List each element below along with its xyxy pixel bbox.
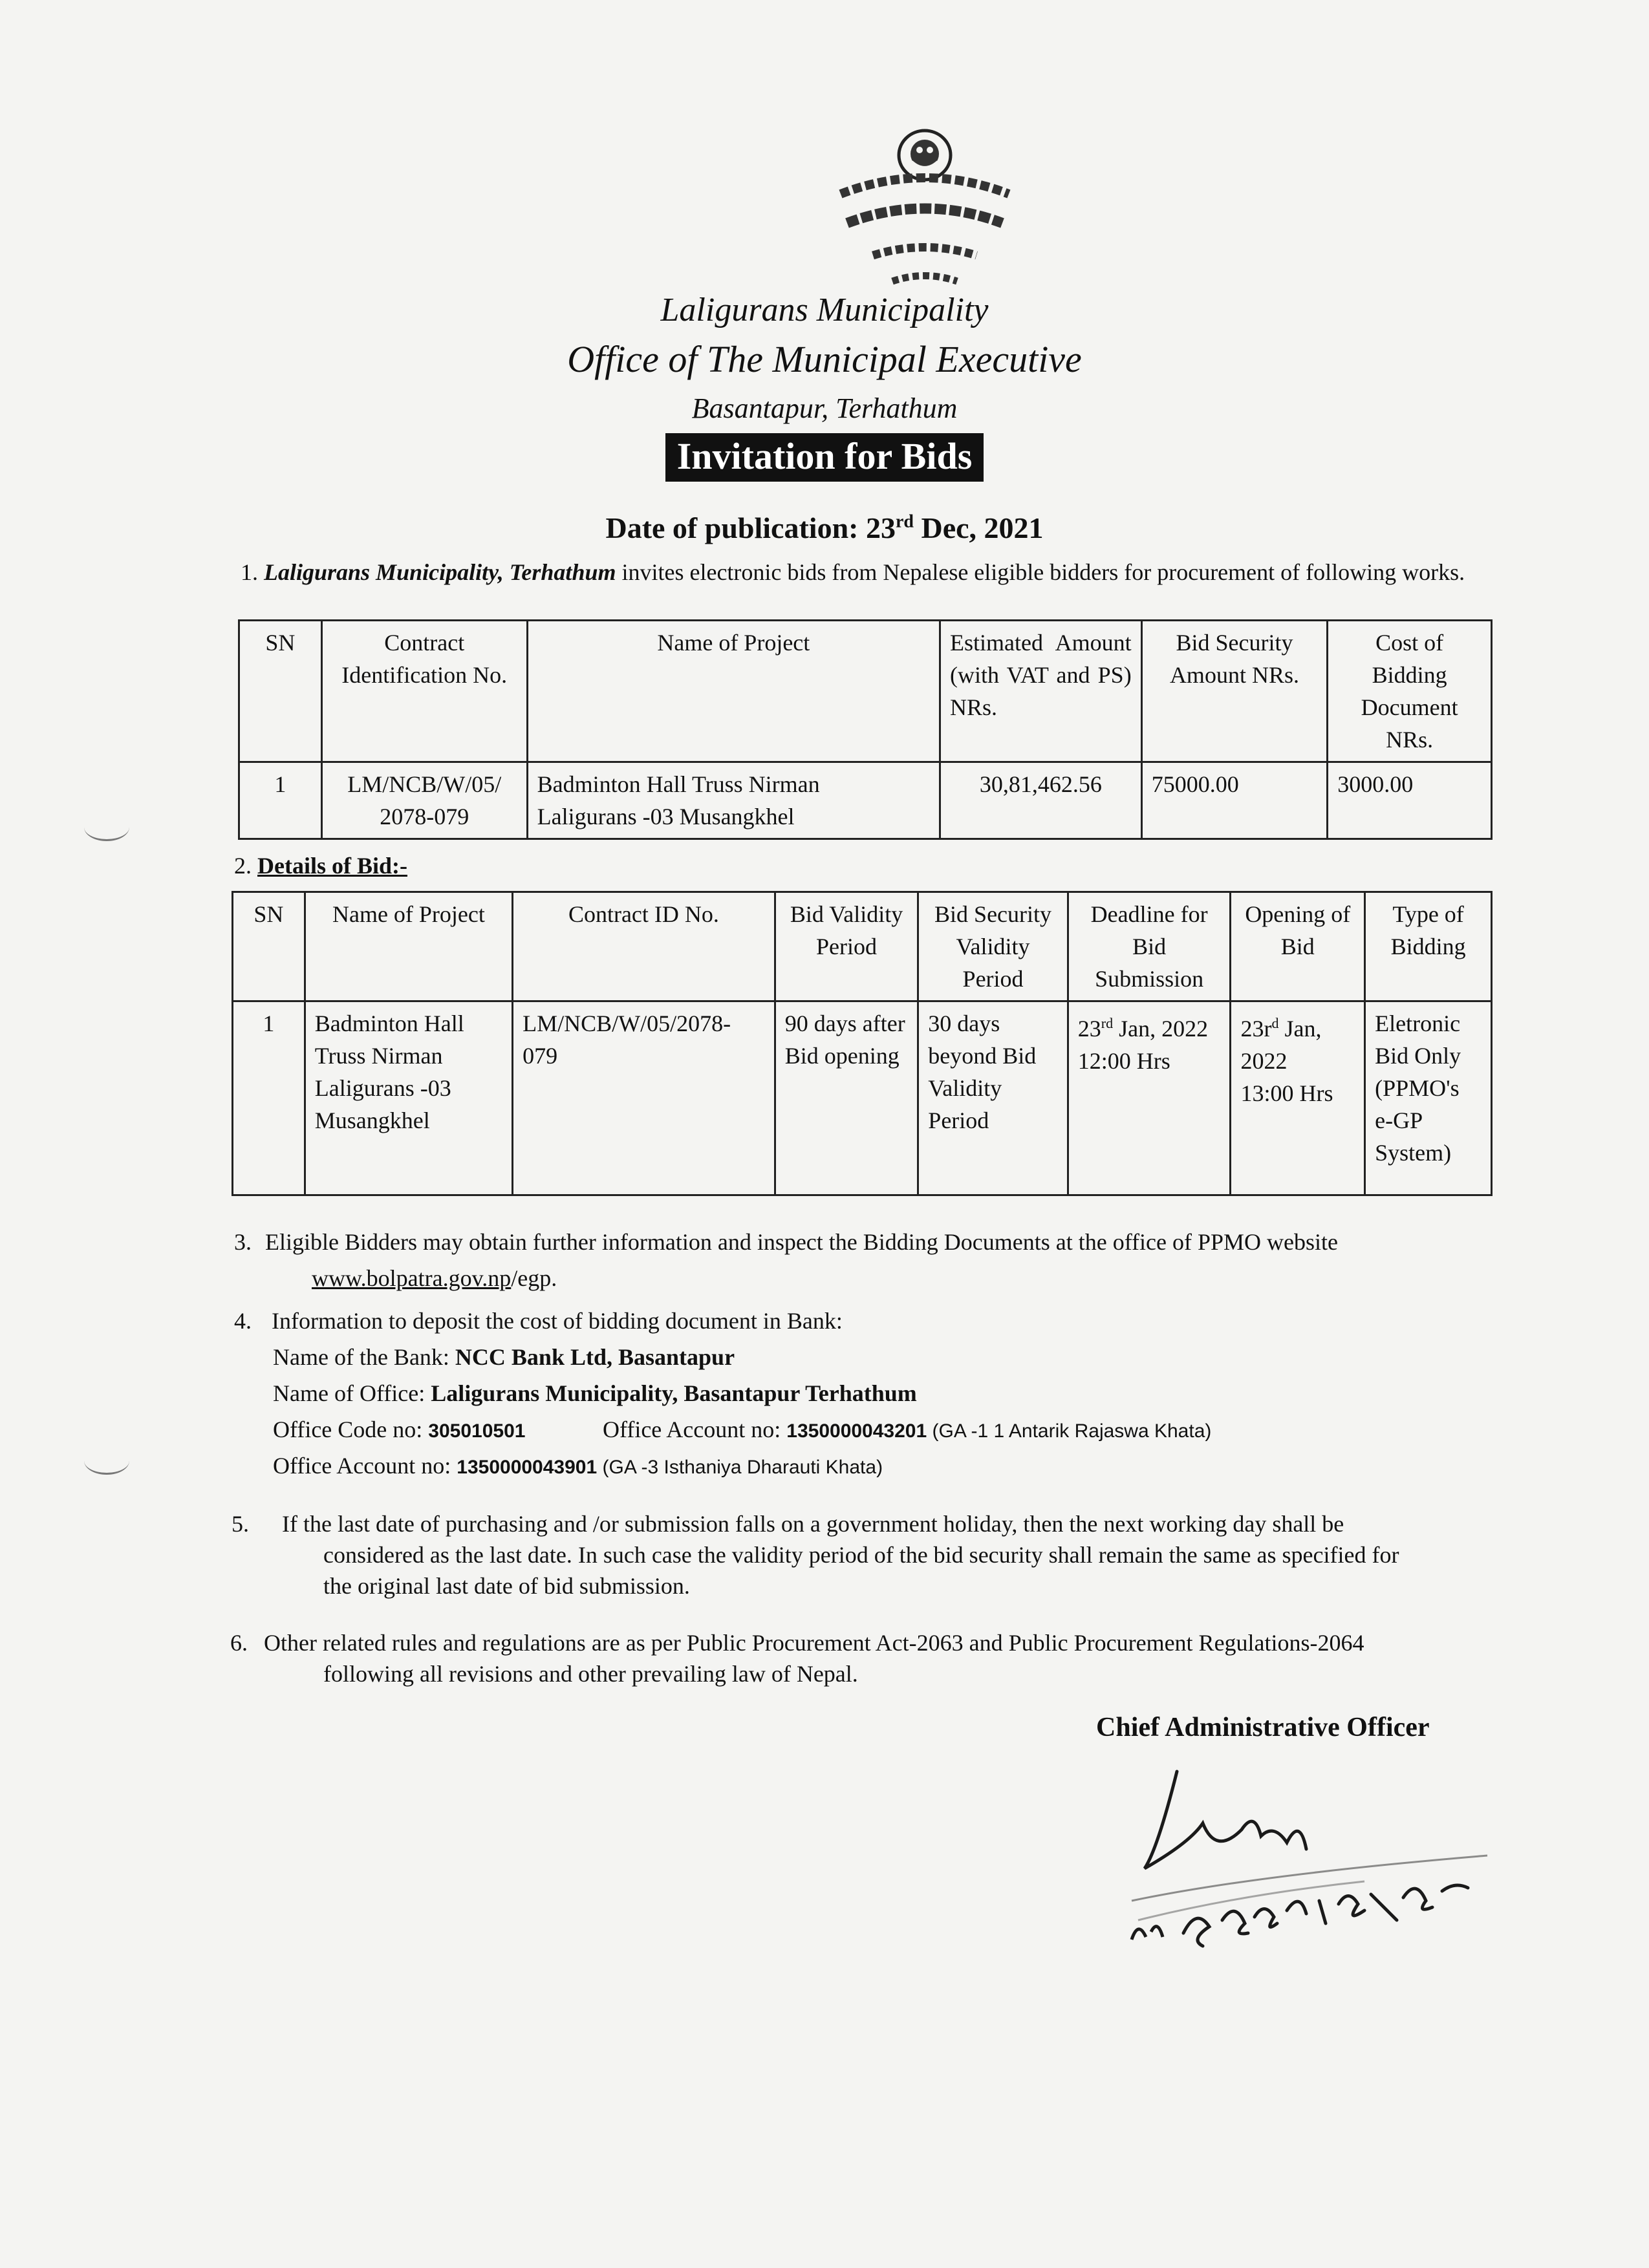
column-header: Opening of Bid xyxy=(1231,892,1365,1001)
cell-estimated-amount: 30,81,462.56 xyxy=(940,762,1142,839)
scan-artifact xyxy=(84,1447,129,1475)
signatory-title: Chief Administrative Officer xyxy=(1096,1713,1430,1742)
office-account-2: Office Account no: 1350000043901 (GA -3 Isthaniya Dharauti Khata) xyxy=(273,1453,883,1479)
publication-date: Date of publication: 23rd Dec, 2021 xyxy=(605,511,1044,544)
item-6-number: 6. xyxy=(230,1630,248,1656)
item-3-number: 3. xyxy=(234,1229,252,1255)
item-6-line-2: following all revisions and other prevailing law of Nepal. xyxy=(323,1661,858,1687)
table-row xyxy=(233,1001,1492,1195)
handwritten-signature-icon xyxy=(1093,1746,1507,1978)
cell-sn: 1 xyxy=(239,762,322,839)
cell-project: Badminton Hall Truss Nirman Laligurans -03 Musangkhel xyxy=(527,762,940,839)
column-header: Name of Project xyxy=(527,621,940,762)
intro-paragraph: 1. Laligurans Municipality, Terhathum invites electronic bids from Nepalese eligible bidders for procurement of following works. xyxy=(241,559,1465,585)
column-header: Estimated Amount (with VAT and PS) NRs. xyxy=(940,621,1142,762)
cell-bid-validity: 90 days after Bid opening xyxy=(775,1001,918,1195)
cell-bid-security: 75000.00 xyxy=(1141,762,1328,839)
item-6-line-1: Other related rules and regulations are as per Public Procurement Act-2063 and Public Procurement Regulations-2064 xyxy=(264,1630,1364,1656)
bank-name: Name of the Bank: NCC Bank Ltd, Basantapur xyxy=(273,1344,735,1370)
municipality-seal-icon xyxy=(821,116,1028,304)
cell-contract-id: LM/NCB/W/05/ 2078-079 xyxy=(321,762,527,839)
section-details-of-bid: 2. Details of Bid:- xyxy=(234,853,407,879)
column-header: Contract ID No. xyxy=(513,892,775,1001)
column-header: Cost of Bidding Document NRs. xyxy=(1328,621,1492,762)
scan-artifact xyxy=(84,813,129,841)
cell-bidding-type: Eletronic Bid Only (PPMO's e-GP System) xyxy=(1365,1001,1492,1195)
column-header: Name of Project xyxy=(305,892,512,1001)
item-4-intro: Information to deposit the cost of bidding document in Bank: xyxy=(272,1308,843,1334)
item-3-text: Eligible Bidders may obtain further information and inspect the Bidding Documents at the office of PPMO website xyxy=(265,1229,1339,1255)
column-header: Contract Identification No. xyxy=(321,621,527,762)
table-header-row xyxy=(239,621,1492,762)
bolpatra-link[interactable]: www.bolpatra.gov.np xyxy=(312,1265,512,1291)
document-banner: Invitation for Bids xyxy=(665,433,984,482)
cell-document-cost: 3000.00 xyxy=(1328,762,1492,839)
contract-table xyxy=(238,619,1493,840)
column-header: Deadline for Bid Submission xyxy=(1068,892,1231,1001)
item-3-url: www.bolpatra.gov.np/egp. xyxy=(312,1265,557,1291)
item-5-line-2: considered as the last date. In such case the validity period of the bid security shall remain the same as specified for xyxy=(323,1542,1399,1568)
item-5-line-1: If the last date of purchasing and /or submission falls on a government holiday, then the next working day shall be xyxy=(282,1511,1344,1537)
table-row xyxy=(239,762,1492,839)
item-4-number: 4. xyxy=(234,1308,252,1334)
table-header-row xyxy=(233,892,1492,1001)
column-header: Type of Bidding xyxy=(1365,892,1492,1001)
office-account-1: Office Account no: 1350000043201 (GA -1 1 Antarik Rajaswa Khata) xyxy=(603,1417,1212,1442)
column-header: SN xyxy=(233,892,305,1001)
cell-sn: 1 xyxy=(233,1001,305,1195)
cell-opening: $23r^d$ Jan, 2022 13:00 Hrs xyxy=(1231,1001,1365,1195)
column-header: Bid Security Amount NRs. xyxy=(1141,621,1328,762)
column-header: SN xyxy=(239,621,322,762)
municipality-name: Laligurans Municipality xyxy=(660,292,989,328)
office-name: Office of The Municipal Executive xyxy=(567,338,1082,380)
cell-project: Badminton Hall Truss Nirman Laligurans -03 Musangkhel xyxy=(305,1001,512,1195)
cell-deadline: 23rd Jan, 2022 12:00 Hrs xyxy=(1068,1001,1231,1195)
bid-details-table xyxy=(232,891,1493,1196)
item-5-line-3: the original last date of bid submission. xyxy=(323,1573,690,1599)
office-location: Basantapur, Terhathum xyxy=(691,392,958,424)
office-code: Office Code no: 305010501 xyxy=(273,1417,526,1442)
cell-contract-id: LM/NCB/W/05/2078-079 xyxy=(513,1001,775,1195)
cell-security-validity: 30 days beyond Bid Validity Period xyxy=(918,1001,1068,1195)
item-5-number: 5. xyxy=(232,1511,249,1537)
column-header: Bid Validity Period xyxy=(775,892,918,1001)
column-header: Bid Security Validity Period xyxy=(918,892,1068,1001)
office-name-line: Name of Office: Laligurans Municipality, Basantapur Terhathum xyxy=(273,1380,917,1406)
